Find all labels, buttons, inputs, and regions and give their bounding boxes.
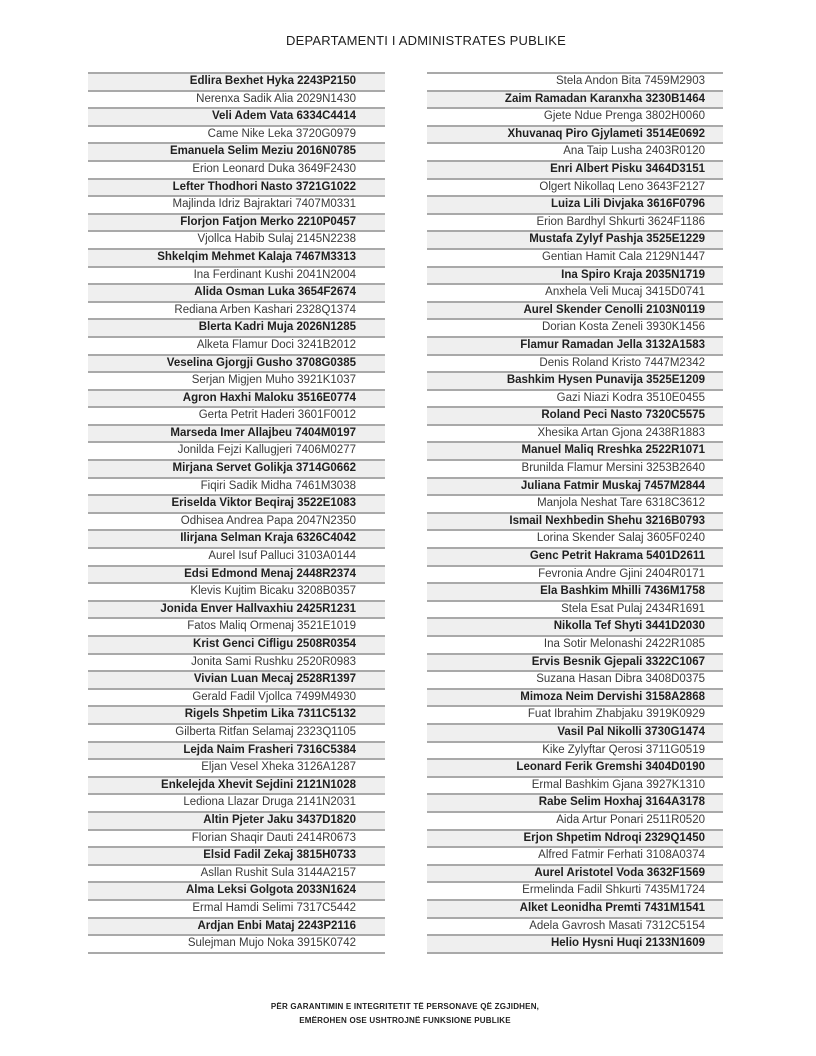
list-row: Ilirjana Selman Kraja 6326C4042 <box>88 529 385 547</box>
list-row: Xhuvanaq Piro Gjylameti 3514E0692 <box>427 125 723 143</box>
list-row: Alma Leksi Golgota 2033N1624 <box>88 881 385 899</box>
list-row: Lefter Thodhori Nasto 3721G1022 <box>88 178 385 196</box>
list-row: Eljan Vesel Xheka 3126A1287 <box>88 758 385 776</box>
list-row: Lejda Naim Frasheri 7316C5384 <box>88 741 385 759</box>
list-row: Gilberta Ritfan Selamaj 2323Q1105 <box>88 723 385 741</box>
list-row: Edlira Bexhet Hyka 2243P2150 <box>88 72 385 90</box>
list-row: Genc Petrit Hakrama 5401D2611 <box>427 547 723 565</box>
list-row: Alketa Flamur Doci 3241B2012 <box>88 336 385 354</box>
list-row: Luiza Lili Divjaka 3616F0796 <box>427 195 723 213</box>
list-row: Fevronia Andre Gjini 2404R0171 <box>427 565 723 583</box>
list-row: Mimoza Neim Dervishi 3158A2868 <box>427 688 723 706</box>
list-row: Nerenxa Sadik Alia 2029N1430 <box>88 90 385 108</box>
list-row: Gazi Niazi Kodra 3510E0455 <box>427 389 723 407</box>
list-row: Elsid Fadil Zekaj 3815H0733 <box>88 846 385 864</box>
list-row: Gerald Fadil Vjollca 7499M4930 <box>88 688 385 706</box>
list-row: Flamur Ramadan Jella 3132A1583 <box>427 336 723 354</box>
list-row: Ina Spiro Kraja 2035N1719 <box>427 266 723 284</box>
list-row: Vasil Pal Nikolli 3730G1474 <box>427 723 723 741</box>
list-row: Fuat Ibrahim Zhabjaku 3919K0929 <box>427 705 723 723</box>
list-row: Adela Gavrosh Masati 7312C5154 <box>427 917 723 935</box>
list-row: Jonida Enver Hallvaxhiu 2425R1231 <box>88 600 385 618</box>
list-row: Erjon Shpetim Ndroqi 2329Q1450 <box>427 829 723 847</box>
list-row: Rediana Arben Kashari 2328Q1374 <box>88 301 385 319</box>
list-row: Emanuela Selim Meziu 2016N0785 <box>88 142 385 160</box>
list-row: Majlinda Idriz Bajraktari 7407M0331 <box>88 195 385 213</box>
footer-line-1: PËR GARANTIMIN E INTEGRITETIT TË PERSONAVE QË ZGJIDHEN, <box>270 1002 540 1011</box>
list-row: Came Nike Leka 3720G0979 <box>88 125 385 143</box>
footer-line-2: EMËROHEN OSE USHTROJNË FUNKSIONE PUBLIKE <box>299 1016 511 1025</box>
list-row: Alfred Fatmir Ferhati 3108A0374 <box>427 846 723 864</box>
footer-note <box>0 1000 810 1028</box>
list-row: Vivian Luan Mecaj 2528R1397 <box>88 670 385 688</box>
list-row: Enri Albert Pisku 3464D3151 <box>427 160 723 178</box>
list-row: Denis Roland Kristo 7447M2342 <box>427 354 723 372</box>
list-row: Fiqiri Sadik Midha 7461M3038 <box>88 477 385 495</box>
list-row: Ina Ferdinant Kushi 2041N2004 <box>88 266 385 284</box>
list-row: Jonilda Fejzi Kallugjeri 7406M0277 <box>88 441 385 459</box>
list-row: Erion Leonard Duka 3649F2430 <box>88 160 385 178</box>
name-list-right-column <box>427 72 723 954</box>
list-row: Veli Adem Vata 6334C4414 <box>88 107 385 125</box>
list-row: Suzana Hasan Dibra 3408D0375 <box>427 670 723 688</box>
list-row: Ela Bashkim Mhilli 7436M1758 <box>427 582 723 600</box>
name-list-left-column <box>88 72 385 954</box>
list-row: Agron Haxhi Maloku 3516E0774 <box>88 389 385 407</box>
list-row: Altin Pjeter Jaku 3437D1820 <box>88 811 385 829</box>
list-row: Roland Peci Nasto 7320C5575 <box>427 406 723 424</box>
list-row: Eriselda Viktor Beqiraj 3522E1083 <box>88 494 385 512</box>
list-row: Krist Genci Cifligu 2508R0354 <box>88 635 385 653</box>
list-row: Ismail Nexhbedin Shehu 3216B0793 <box>427 512 723 530</box>
list-row: Zaim Ramadan Karanxha 3230B1464 <box>427 90 723 108</box>
list-row: Rabe Selim Hoxhaj 3164A3178 <box>427 793 723 811</box>
list-row: Lorina Skender Salaj 3605F0240 <box>427 529 723 547</box>
list-row: Manuel Maliq Rreshka 2522R1071 <box>427 441 723 459</box>
list-row: Xhesika Artan Gjona 2438R1883 <box>427 424 723 442</box>
list-row: Aurel Isuf Palluci 3103A0144 <box>88 547 385 565</box>
list-row: Leonard Ferik Gremshi 3404D0190 <box>427 758 723 776</box>
list-row: Mustafa Zylyf Pashja 3525E1229 <box>427 230 723 248</box>
list-row: Manjola Neshat Tare 6318C3612 <box>427 494 723 512</box>
list-row: Juliana Fatmir Muskaj 7457M2844 <box>427 477 723 495</box>
list-row: Fatos Maliq Ormenaj 3521E1019 <box>88 617 385 635</box>
list-row: Gjete Ndue Prenga 3802H0060 <box>427 107 723 125</box>
page-title: DEPARTAMENTI I ADMINISTRATES PUBLIKE <box>285 33 566 48</box>
list-row: Asllan Rushit Sula 3144A2157 <box>88 864 385 882</box>
list-row: Klevis Kujtim Bicaku 3208B0357 <box>88 582 385 600</box>
list-row: Aida Artur Ponari 2511R0520 <box>427 811 723 829</box>
list-row: Marseda Imer Allajbeu 7404M0197 <box>88 424 385 442</box>
list-row: Ermal Bashkim Gjana 3927K1310 <box>427 776 723 794</box>
list-row: Sulejman Mujo Noka 3915K0742 <box>88 934 385 952</box>
list-row: Aurel Aristotel Voda 3632F1569 <box>427 864 723 882</box>
list-row: Kike Zylyftar Qerosi 3711G0519 <box>427 741 723 759</box>
list-row: Helio Hysni Huqi 2133N1609 <box>427 934 723 952</box>
list-row: Serjan Migjen Muho 3921K1037 <box>88 371 385 389</box>
list-row: Vjollca Habib Sulaj 2145N2238 <box>88 230 385 248</box>
list-row: Lediona Llazar Druga 2141N2031 <box>88 793 385 811</box>
list-row: Mirjana Servet Golikja 3714G0662 <box>88 459 385 477</box>
list-row: Gerta Petrit Haderi 3601F0012 <box>88 406 385 424</box>
list-row: Blerta Kadri Muja 2026N1285 <box>88 318 385 336</box>
list-row: Veselina Gjorgji Gusho 3708G0385 <box>88 354 385 372</box>
list-row: Ervis Besnik Gjepali 3322C1067 <box>427 653 723 671</box>
list-row: Stela Andon Bita 7459M2903 <box>427 72 723 90</box>
list-row: Edsi Edmond Menaj 2448R2374 <box>88 565 385 583</box>
list-row: Anxhela Veli Mucaj 3415D0741 <box>427 283 723 301</box>
list-row: Olgert Nikollaq Leno 3643F2127 <box>427 178 723 196</box>
list-row: Rigels Shpetim Lika 7311C5132 <box>88 705 385 723</box>
list-row: Ermelinda Fadil Shkurti 7435M1724 <box>427 881 723 899</box>
list-row: Brunilda Flamur Mersini 3253B2640 <box>427 459 723 477</box>
list-row: Florjon Fatjon Merko 2210P0457 <box>88 213 385 231</box>
list-row: Gentian Hamit Cala 2129N1447 <box>427 248 723 266</box>
list-row: Ardjan Enbi Mataj 2243P2116 <box>88 917 385 935</box>
list-row: Dorian Kosta Zeneli 3930K1456 <box>427 318 723 336</box>
list-row: Nikolla Tef Shyti 3441D2030 <box>427 617 723 635</box>
list-row: Alket Leonidha Premti 7431M1541 <box>427 899 723 917</box>
list-row: Florian Shaqir Dauti 2414R0673 <box>88 829 385 847</box>
list-row: Stela Esat Pulaj 2434R1691 <box>427 600 723 618</box>
list-row: Shkelqim Mehmet Kalaja 7467M3313 <box>88 248 385 266</box>
list-row: Ana Taip Lusha 2403R0120 <box>427 142 723 160</box>
list-row: Alida Osman Luka 3654F2674 <box>88 283 385 301</box>
list-row: Enkelejda Xhevit Sejdini 2121N1028 <box>88 776 385 794</box>
list-row: Jonita Sami Rushku 2520R0983 <box>88 653 385 671</box>
list-row: Aurel Skender Cenolli 2103N0119 <box>427 301 723 319</box>
list-row: Ina Sotir Melonashi 2422R1085 <box>427 635 723 653</box>
list-row: Erion Bardhyl Shkurti 3624F1186 <box>427 213 723 231</box>
list-row: Ermal Hamdi Selimi 7317C5442 <box>88 899 385 917</box>
list-row: Odhisea Andrea Papa 2047N2350 <box>88 512 385 530</box>
list-row: Bashkim Hysen Punavija 3525E1209 <box>427 371 723 389</box>
